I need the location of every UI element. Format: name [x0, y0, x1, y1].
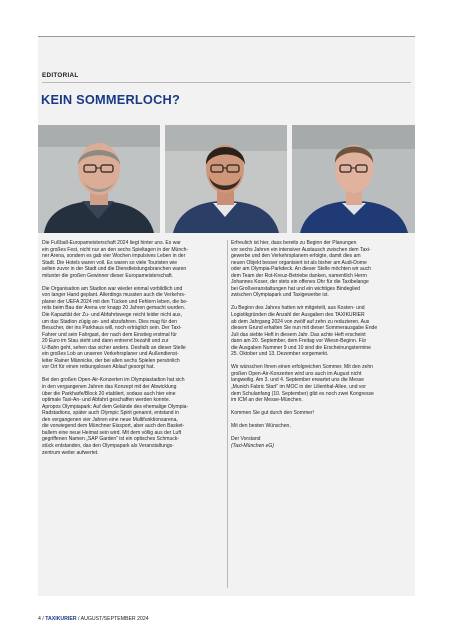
paragraph: Wir wünschen Ihnen einen erfolgreichen Sommer. Mit den zehn großen Open-Air-Konzerten wird uns auch im August nicht langweilig. Am 3. und 4. September erwartet uns die Messe „Munich Fabric Start“ im MOC in der Lilienthal-Allee, und vor dem Schulanfang (10. September) gibt es noch zwei Kongresse im ICM an der Messe-München. [231, 364, 374, 404]
paragraph: Die Fußball-Europameisterschaft 2024 liegt hinter uns. Es war ein großes Fest, nicht nur an den sechs Spieltagen in der Münch- ner Arena, sondern es gab vier Wochen impulsives Leben in der Stadt. Die Hotels waren voll. Es waren so viele Touristen wie selten zuvor in der Stadt und die Dienstleistungsbranchen waren mitunter die großen Gewinner dieser Europameisterschaft. [42, 240, 189, 279]
section-divider [42, 82, 411, 83]
page-title: KEIN SOMMERLOCH? [41, 92, 180, 107]
editorial-column-right [231, 240, 412, 450]
paragraph: Erfreulich ist hier, dass bereits zu Beginn der Planungen vor sechs Jahren ein intensiver Austausch zwischen dem Taxi- gewerbe und den Verkehrsplanern erfolgte, damit dies am neuen Objekt besser organisiert ist als bisher am Audi-Dome oder am Olympia-Parkdeck. An dieser Stelle möchten wir auch dem Team der Rot-Kreuz-Betriebe danken, namentlich Herrn Johannes Koser, der stets ein offenes Ohr für die Taxibelange bei Großveranstaltungen hat und ein wichtiges Bindeglied zwischen Olympiapark und Taxigewerbe ist. [231, 240, 371, 299]
page-footer [38, 616, 149, 622]
photo-portrait-center [165, 125, 287, 233]
top-rule [38, 36, 415, 37]
magazine-name: TAXIKURIER [45, 616, 77, 622]
greeting-line: Mit den besten Wünschen, [231, 423, 291, 430]
photo-portrait-left [38, 125, 160, 233]
paragraph: Bei den großen Open-Air-Konzerten im Olympiastadion hat sich in den vergangenen Jahren das Konzept mit der Abwicklung über die Parkharfe/Block 20 etabliert, sodass auch hier eine optimale Taxi-An- und Abfahrt geschaffen werden konnte. Apropos Olympiapark: Auf dem Gelände des ehemalige Olympia- Radstadions, später auch Olympic Spirit genannt, entstand in den vergangenen vier Jahren eine neue Multifunktionsarena, die vorwiegend dem Münchner Eissport, aber auch den Basket- ballern eine neue Heimat sein wird. Mit dem völlig aus der Luft gegriffenen Namen „SAP Garden“ ist ein optisches Schmuck- stück entstanden, das den Olympapark als Veranstaltungs- zentrum weiter aufwertet. [42, 377, 189, 456]
portrait-strip [38, 125, 415, 233]
signature-name: Der Vorstand [231, 436, 261, 443]
signature-organization: (Taxi-München eG) [231, 442, 275, 449]
issue-date: / AUGUST/SEPTEMBER 2024 [78, 616, 149, 622]
paragraph: Zu Beginn des Jahres hatten wir mitgeteilt, aus Kosten- und Logistikgründen die Anzahl der Ausgaben des TAXIKURIER ab dem Jahrgang 2024 von zwölf auf zehn zu reduzieren. Aus diesem Grund erhalten Sie nun mit dieser Sommerausgabe Ende Juli das siebte Heft in diesem Jahr. Das achte Heft erscheint dann am 20. September, dem Freitag vor Wiesn-Beginn. Für die Ausgaben Nummer 9 und 10 sind die Erscheinungstermine 25. Oktober und 13. Dezember vorgemerkt. [231, 305, 378, 358]
closing-line: Kommen Sie gut durch den Sommer! [231, 410, 315, 417]
editorial-column-left [42, 240, 223, 456]
section-label: EDITORIAL [42, 72, 79, 79]
photo-portrait-right [292, 125, 415, 233]
page-number: 4 [38, 616, 41, 622]
paragraph: Die Organisation am Stadion war wieder einmal vorbildlich und von langer Hand geplant. Allerdings mussten auch die Verkehrs- planer der UEFA 2024 mit den Tücken und Fehlern leben, die be- reits beim Bau der Arena vor knapp 20 Jahren gemacht wurden. Die Kapazität der Zu- und Abfahrtswege reicht leider nicht aus, um das Stadion zügig an- und abzufahren. Dies mag für den Besucher, der ins Parkhaus will, noch erträglich sein. Der Taxi- Fahrer und sein Fahrgast, der nach dem Einstieg erstmal für 20 Euro im Stau steht und dann entnervt bezahlt und zur U-Bahn geht, sehen das sicher anders. Deshalb an dieser Stelle ein großes Lob an unseren Verkehrsplaner und Außendienst- leiter Rainer Männicke, der bei allen sechs Spielen persönlich vor Ort für einen reibungslosen Ablauf gesorgt hat. [42, 285, 188, 371]
footer-separator: / [42, 616, 44, 622]
column-divider [227, 240, 228, 588]
signature [231, 436, 412, 449]
